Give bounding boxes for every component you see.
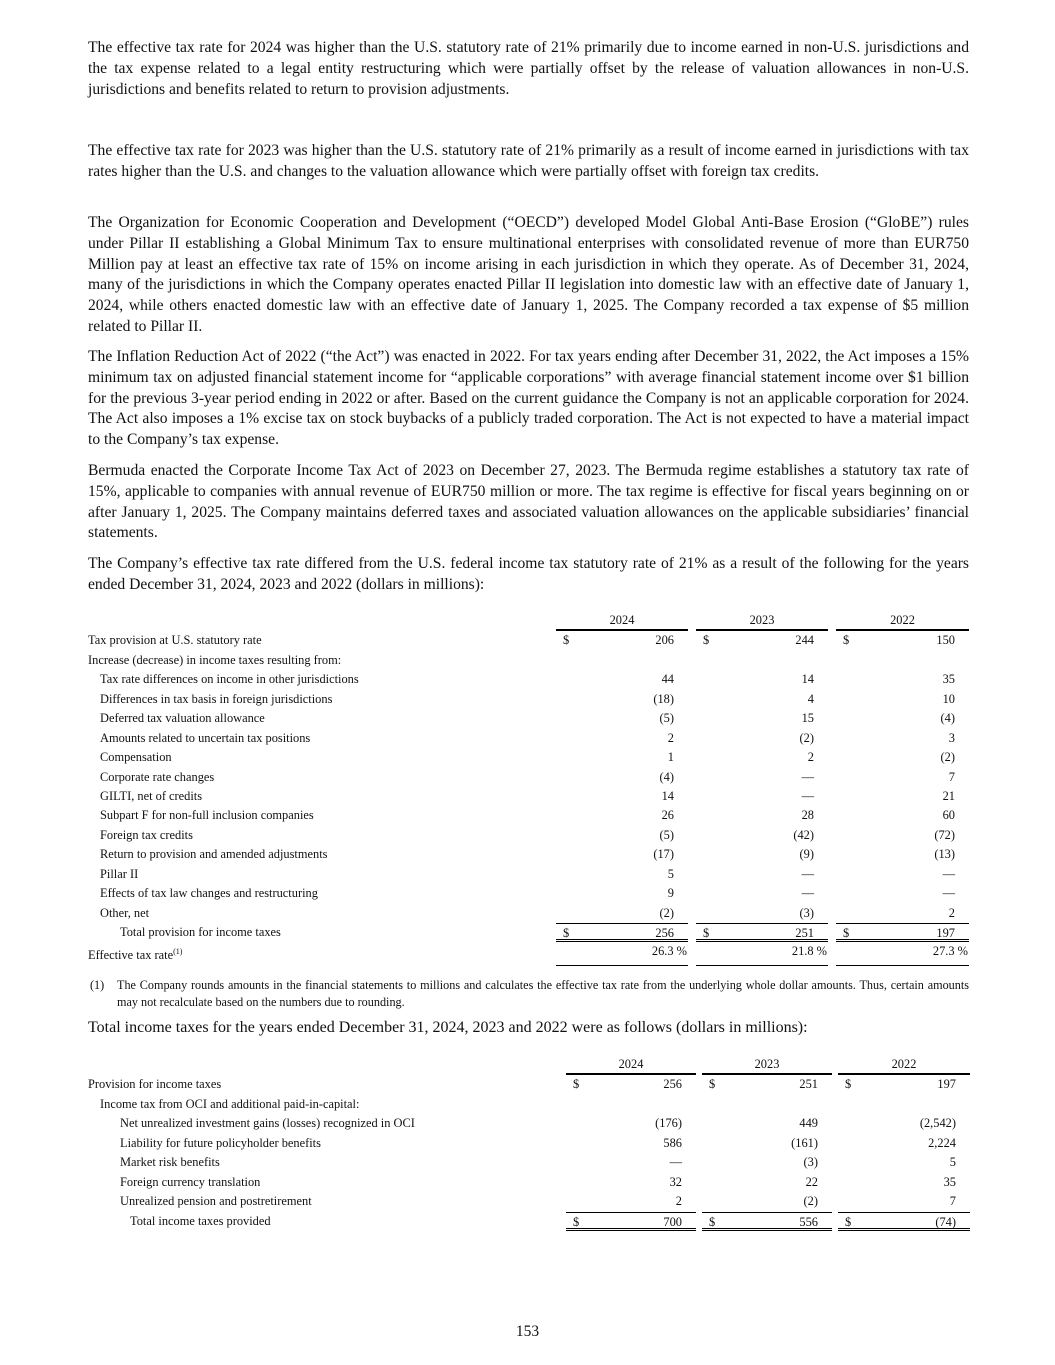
table-row bbox=[88, 768, 969, 787]
row-label bbox=[88, 1075, 566, 1094]
table-row bbox=[88, 729, 969, 748]
value-cell bbox=[702, 1114, 832, 1133]
value-cell bbox=[836, 651, 969, 670]
row-label-text: GILTI, net of credits bbox=[100, 788, 203, 803]
row-label bbox=[88, 729, 556, 748]
cell-value: (72) bbox=[934, 827, 955, 842]
row-label bbox=[88, 631, 556, 650]
table-row bbox=[88, 787, 969, 806]
cell-value: (74) bbox=[935, 1214, 956, 1229]
cell-value: — bbox=[801, 769, 814, 784]
value-cell bbox=[566, 1134, 696, 1153]
cell-value: (176) bbox=[655, 1116, 682, 1131]
cell-value: (13) bbox=[934, 847, 955, 862]
table-row bbox=[88, 651, 969, 670]
cell-value: (2) bbox=[659, 905, 674, 920]
cell-value: 22 bbox=[805, 1174, 818, 1189]
row-label-text: Total income taxes provided bbox=[130, 1213, 271, 1228]
table-row bbox=[88, 690, 969, 709]
cell-value: — bbox=[801, 886, 814, 901]
currency-symbol: $ bbox=[573, 1214, 580, 1229]
row-label-text: Pillar II bbox=[100, 866, 139, 881]
total-income-taxes-table bbox=[88, 1056, 970, 1231]
table-row bbox=[88, 923, 969, 942]
value-cell bbox=[696, 865, 828, 884]
value-cell bbox=[556, 729, 688, 748]
paragraph-inflation-reduction-act: The Inflation Reduction Act of 2022 (“the Act”) was enacted in 2022. For tax years ending after December 31, 2022, the Act imposes a 15% minimum tax on adjusted financial statement income for “applicable corporations” with average financial statement income over $1 billion for the previous 3-year period ending in 2022 or after. Based on the current guidance the Company is not an applicable corporation for 2024. The Act also imposes a 1% excise tax on stock buybacks of a publicly traded corporation. The Act is not expected to have a material impact to the Company’s tax expense. bbox=[88, 348, 969, 449]
cell-value: 5 bbox=[949, 1155, 956, 1170]
table-row bbox=[88, 1134, 970, 1153]
paragraph-2024-rate: The effective tax rate for 2024 was higher than the U.S. statutory rate of 21% primarily due to income earned in non-U.S. jurisdictions and the tax expense related to a legal entity restructuring which were partially offset by the release of valuation allowances in non-U.S. jurisdictions and benefits related to return to provision adjustments. bbox=[88, 39, 969, 98]
cell-value: 15 bbox=[801, 711, 814, 726]
value-cell bbox=[566, 1095, 696, 1114]
row-label bbox=[88, 1153, 566, 1172]
cell-value: 206 bbox=[655, 633, 674, 648]
footnote-marker: (1) bbox=[90, 978, 105, 992]
value-cell bbox=[838, 1114, 970, 1133]
value-cell bbox=[696, 845, 828, 864]
value-cell bbox=[696, 942, 828, 966]
cell-value: 4 bbox=[807, 691, 814, 706]
value-cell bbox=[556, 923, 688, 942]
cell-value: (17) bbox=[653, 847, 674, 862]
value-cell bbox=[836, 826, 969, 845]
currency-symbol: $ bbox=[843, 926, 850, 940]
value-cell bbox=[702, 1095, 832, 1114]
row-label bbox=[88, 1212, 566, 1231]
value-cell bbox=[838, 1192, 970, 1211]
cell-value: (2) bbox=[803, 1194, 818, 1209]
cell-value: 197 bbox=[937, 1077, 956, 1092]
row-label-text: Liability for future policyholder benefits bbox=[120, 1135, 321, 1150]
row-label-text: Return to provision and amended adjustments bbox=[100, 847, 328, 862]
value-cell bbox=[696, 904, 828, 923]
value-cell bbox=[556, 787, 688, 806]
value-cell bbox=[836, 631, 969, 650]
value-cell bbox=[696, 787, 828, 806]
value-cell bbox=[836, 942, 969, 966]
value-cell bbox=[836, 806, 969, 825]
row-label-text: Increase (decrease) in income taxes resulting from: bbox=[88, 652, 342, 667]
table-row bbox=[88, 884, 969, 903]
row-label-text: Corporate rate changes bbox=[100, 769, 215, 784]
year-header: 2022 bbox=[838, 1056, 970, 1075]
cell-value: 1 bbox=[667, 750, 674, 765]
currency-symbol: $ bbox=[563, 926, 570, 940]
page-number: 153 bbox=[515, 1323, 540, 1340]
cell-value: 9 bbox=[667, 886, 674, 901]
cell-value: 150 bbox=[936, 633, 955, 648]
footnote-ref: (1) bbox=[173, 947, 183, 957]
table-row bbox=[88, 1192, 970, 1211]
row-label bbox=[88, 884, 556, 903]
value-cell bbox=[702, 1075, 832, 1094]
value-cell bbox=[696, 806, 828, 825]
cell-value: — bbox=[942, 866, 955, 881]
value-cell bbox=[696, 651, 828, 670]
cell-value: 10 bbox=[942, 691, 955, 706]
value-cell bbox=[696, 709, 828, 728]
cell-value: 449 bbox=[799, 1116, 818, 1131]
value-cell bbox=[566, 1212, 696, 1231]
row-label-text: Income tax from OCI and additional paid-in-capital: bbox=[100, 1096, 360, 1111]
value-cell bbox=[696, 670, 828, 689]
cell-value: 26 bbox=[661, 808, 674, 823]
row-label-text: Amounts related to uncertain tax positions bbox=[100, 730, 311, 745]
cell-value: 244 bbox=[795, 633, 814, 648]
currency-symbol: $ bbox=[845, 1077, 852, 1092]
cell-value: 5 bbox=[667, 866, 674, 881]
row-label bbox=[88, 845, 556, 864]
value-cell bbox=[566, 1114, 696, 1133]
cell-value: (2,542) bbox=[919, 1116, 956, 1131]
footnote bbox=[90, 977, 969, 1011]
table-row bbox=[88, 1095, 970, 1114]
value-cell bbox=[836, 729, 969, 748]
row-label-text: Foreign tax credits bbox=[100, 827, 193, 842]
value-cell bbox=[556, 690, 688, 709]
cell-value: 251 bbox=[795, 926, 814, 940]
row-label bbox=[88, 1114, 566, 1133]
value-cell bbox=[836, 670, 969, 689]
row-label bbox=[88, 709, 556, 728]
value-cell bbox=[556, 845, 688, 864]
cell-value: 21.8 % bbox=[791, 944, 827, 959]
paragraph-bermuda: Bermuda enacted the Corporate Income Tax Act of 2023 on December 27, 2023. The Bermuda regime establishes a statutory tax rate of 15%, applicable to companies with annual revenue of EUR750 million or more. The tax regime is effective for fiscal years beginning on or after January 1, 2025. The Company maintains deferred taxes and associated valuation allowances on the applicable subsidiaries’ financial statements. bbox=[88, 462, 969, 542]
cell-value: 35 bbox=[943, 1174, 956, 1189]
table-row bbox=[88, 845, 969, 864]
row-label-text: Net unrealized investment gains (losses) recognized in OCI bbox=[120, 1116, 415, 1131]
cell-value: 7 bbox=[949, 1194, 956, 1209]
value-cell bbox=[556, 884, 688, 903]
value-cell bbox=[702, 1153, 832, 1172]
currency-symbol: $ bbox=[709, 1077, 716, 1092]
table-row bbox=[88, 670, 969, 689]
row-label bbox=[88, 670, 556, 689]
value-cell bbox=[836, 845, 969, 864]
table-row bbox=[88, 942, 969, 961]
cell-value: 586 bbox=[663, 1135, 682, 1150]
cell-value: (42) bbox=[793, 827, 814, 842]
row-label-text: Tax rate differences on income in other jurisdictions bbox=[100, 672, 359, 687]
cell-value: (2) bbox=[799, 730, 814, 745]
cell-value: 2 bbox=[948, 905, 955, 920]
cell-value: 3 bbox=[948, 730, 955, 745]
cell-value: (4) bbox=[940, 711, 955, 726]
row-label bbox=[88, 651, 556, 670]
row-label-text: Market risk benefits bbox=[120, 1155, 220, 1170]
table-row bbox=[88, 631, 969, 650]
table-row bbox=[88, 709, 969, 728]
value-cell bbox=[696, 826, 828, 845]
value-cell bbox=[838, 1095, 970, 1114]
value-cell bbox=[696, 631, 828, 650]
value-cell bbox=[566, 1075, 696, 1094]
row-label bbox=[88, 865, 556, 884]
currency-symbol: $ bbox=[563, 633, 570, 648]
cell-value: (5) bbox=[659, 711, 674, 726]
row-label bbox=[88, 1134, 566, 1153]
row-label-text: Total provision for income taxes bbox=[120, 925, 281, 939]
value-cell bbox=[836, 865, 969, 884]
row-label-text: Subpart F for non-full inclusion companies bbox=[100, 808, 314, 823]
row-label-text: Compensation bbox=[100, 750, 172, 765]
cell-value: (18) bbox=[653, 691, 674, 706]
value-cell bbox=[836, 923, 969, 942]
value-cell bbox=[836, 884, 969, 903]
value-cell bbox=[836, 904, 969, 923]
value-cell bbox=[696, 768, 828, 787]
value-cell bbox=[696, 690, 828, 709]
value-cell bbox=[696, 729, 828, 748]
value-cell bbox=[556, 806, 688, 825]
year-header: 2023 bbox=[702, 1056, 832, 1075]
value-cell bbox=[566, 1153, 696, 1172]
value-cell bbox=[696, 923, 828, 942]
currency-symbol: $ bbox=[703, 926, 710, 940]
value-cell bbox=[556, 768, 688, 787]
value-cell bbox=[556, 748, 688, 767]
value-cell bbox=[556, 865, 688, 884]
row-label bbox=[88, 748, 556, 767]
cell-value: (2) bbox=[940, 750, 955, 765]
cell-value: 256 bbox=[663, 1077, 682, 1092]
value-cell bbox=[838, 1173, 970, 1192]
value-cell bbox=[556, 631, 688, 650]
row-label-text: Effective tax rate bbox=[88, 948, 174, 963]
table-header-row bbox=[88, 612, 969, 631]
cell-value: 251 bbox=[799, 1077, 818, 1092]
row-label bbox=[88, 806, 556, 825]
value-cell bbox=[836, 768, 969, 787]
value-cell bbox=[696, 884, 828, 903]
cell-value: — bbox=[942, 886, 955, 901]
cell-value: 2,224 bbox=[928, 1135, 956, 1150]
value-cell bbox=[556, 826, 688, 845]
cell-value: (5) bbox=[659, 827, 674, 842]
currency-symbol: $ bbox=[709, 1214, 716, 1229]
value-cell bbox=[838, 1075, 970, 1094]
year-header: 2024 bbox=[566, 1056, 696, 1075]
cell-value: 2 bbox=[667, 730, 674, 745]
year-header: 2022 bbox=[836, 612, 969, 631]
table-header-row bbox=[88, 1056, 970, 1075]
currency-symbol: $ bbox=[845, 1214, 852, 1229]
cell-value: — bbox=[669, 1155, 682, 1170]
currency-symbol: $ bbox=[703, 633, 710, 648]
year-header: 2023 bbox=[696, 612, 828, 631]
cell-value: 197 bbox=[936, 926, 955, 940]
value-cell bbox=[836, 787, 969, 806]
cell-value: 27.3 % bbox=[932, 944, 968, 959]
cell-value: — bbox=[801, 866, 814, 881]
value-cell bbox=[702, 1212, 832, 1231]
cell-value: (9) bbox=[799, 847, 814, 862]
table-row bbox=[88, 748, 969, 767]
row-label-text: Deferred tax valuation allowance bbox=[100, 711, 265, 726]
row-label bbox=[88, 904, 556, 923]
value-cell bbox=[838, 1134, 970, 1153]
row-label bbox=[88, 768, 556, 787]
value-cell bbox=[556, 942, 688, 966]
cell-value: (4) bbox=[659, 769, 674, 784]
value-cell bbox=[566, 1192, 696, 1211]
table-row bbox=[88, 1212, 970, 1231]
cell-value: 700 bbox=[663, 1214, 682, 1229]
value-cell bbox=[566, 1173, 696, 1192]
cell-value: 556 bbox=[799, 1214, 818, 1229]
row-label bbox=[88, 787, 556, 806]
value-cell bbox=[838, 1153, 970, 1172]
year-header: 2024 bbox=[556, 612, 688, 631]
value-cell bbox=[556, 670, 688, 689]
table-row bbox=[88, 1075, 970, 1094]
row-label-text: Unrealized pension and postretirement bbox=[120, 1194, 312, 1209]
footnote-text: The Company rounds amounts in the financial statements to millions and calculates the effective tax rate from the underlying whole dollar amounts. Thus, certain amounts may not recalculate based on the numbers due to rounding. bbox=[117, 978, 969, 1009]
paragraph-total-income-taxes: Total income taxes for the years ended December 31, 2024, 2023 and 2022 were as follows (dollars in millions): bbox=[88, 1019, 808, 1036]
row-label-text: Tax provision at U.S. statutory rate bbox=[88, 633, 262, 648]
row-label-text: Differences in tax basis in foreign jurisdictions bbox=[100, 691, 333, 706]
row-label bbox=[88, 1192, 566, 1211]
table-row bbox=[88, 1173, 970, 1192]
cell-value: (3) bbox=[803, 1155, 818, 1170]
cell-value: 26.3 % bbox=[651, 944, 687, 959]
value-cell bbox=[836, 748, 969, 767]
table-row bbox=[88, 806, 969, 825]
value-cell bbox=[556, 904, 688, 923]
value-cell bbox=[556, 709, 688, 728]
cell-value: 2 bbox=[675, 1194, 682, 1209]
value-cell bbox=[696, 748, 828, 767]
cell-value: 32 bbox=[669, 1174, 682, 1189]
cell-value: 2 bbox=[807, 750, 814, 765]
currency-symbol: $ bbox=[843, 633, 850, 648]
cell-value: (3) bbox=[799, 905, 814, 920]
row-label bbox=[88, 923, 556, 942]
paragraph-oecd-pillar-ii: The Organization for Economic Cooperation and Development (“OECD”) developed Model Global Anti-Base Erosion (“GloBE”) rules under Pillar II establishing a Global Minimum Tax to ensure multinational enterprises with consolidated revenue of more than EUR750 Million pay at least an effective tax rate of 15% on income arising in each jurisdiction in which they operate. As of December 31, 2024, many of the jurisdictions in which the Company operates enacted Pillar II legislation into domestic law with an effective date of January 1, 2024, while others enacted domestic law with an effective date of January 1, 2025. The Company recorded a tax expense of $5 million related to Pillar II. bbox=[88, 214, 969, 335]
table-row bbox=[88, 865, 969, 884]
row-label bbox=[88, 690, 556, 709]
value-cell bbox=[702, 1173, 832, 1192]
cell-value: 35 bbox=[942, 672, 955, 687]
cell-value: (161) bbox=[791, 1135, 818, 1150]
cell-value: 28 bbox=[801, 808, 814, 823]
row-label-text: Provision for income taxes bbox=[88, 1077, 222, 1092]
paragraph-2023-rate: The effective tax rate for 2023 was higher than the U.S. statutory rate of 21% primarily as a result of income earned in jurisdictions with tax rates higher than the U.S. and changes to the valuation allowance which were partially offset with foreign tax credits. bbox=[88, 142, 969, 180]
cell-value: 60 bbox=[942, 808, 955, 823]
value-cell bbox=[702, 1192, 832, 1211]
cell-value: 256 bbox=[655, 926, 674, 940]
row-label-text: Foreign currency translation bbox=[120, 1174, 261, 1189]
cell-value: 7 bbox=[948, 769, 955, 784]
row-label bbox=[88, 1173, 566, 1192]
currency-symbol: $ bbox=[573, 1077, 580, 1092]
cell-value: 21 bbox=[942, 788, 955, 803]
table-row bbox=[88, 826, 969, 845]
cell-value: 14 bbox=[801, 672, 814, 687]
cell-value: 44 bbox=[661, 672, 674, 687]
row-label bbox=[88, 1095, 566, 1114]
row-label-text: Other, net bbox=[100, 905, 150, 920]
table-row bbox=[88, 904, 969, 923]
table-row bbox=[88, 1153, 970, 1172]
row-label-text: Effects of tax law changes and restructuring bbox=[100, 886, 318, 901]
value-cell bbox=[556, 651, 688, 670]
row-label bbox=[88, 826, 556, 845]
row-label bbox=[88, 942, 556, 966]
table-row bbox=[88, 1114, 970, 1133]
cell-value: — bbox=[801, 788, 814, 803]
cell-value: 14 bbox=[661, 788, 674, 803]
rate-reconciliation-table bbox=[88, 612, 969, 962]
paragraph-rate-reconciliation-intro: The Company’s effective tax rate differed from the U.S. federal income tax statutory rate of 21% as a result of the following for the years ended December 31, 2024, 2023 and 2022 (dollars in millions): bbox=[88, 555, 969, 593]
value-cell bbox=[836, 690, 969, 709]
value-cell bbox=[836, 709, 969, 728]
value-cell bbox=[838, 1212, 970, 1231]
value-cell bbox=[702, 1134, 832, 1153]
